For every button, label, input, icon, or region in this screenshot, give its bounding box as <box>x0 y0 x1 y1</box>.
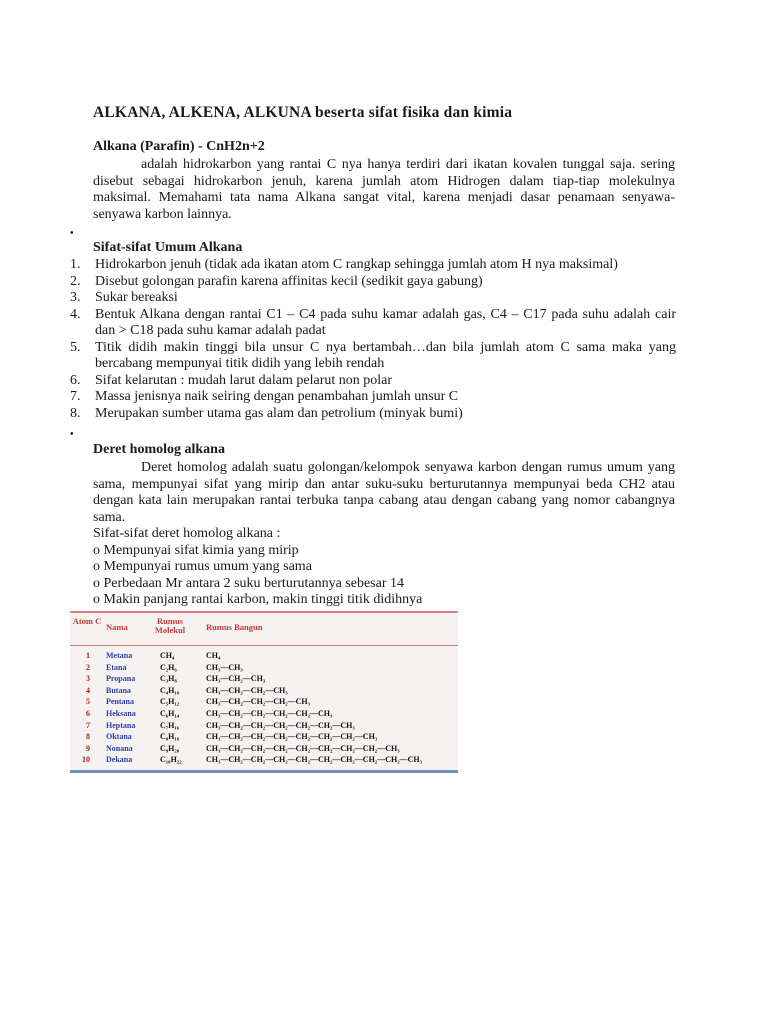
list-text: Bentuk Alkana dengan rantai C1 – C4 pada suhu kamar adalah gas, C4 – C17 pada suhu adalah cair dan > C18 pada suhu kamar adalah padat <box>95 306 676 338</box>
list-text: Hidrokarbon jenuh (tidak ada ikatan atom C rangkap sehingga jumlah atom H nya maksimal) <box>95 257 618 272</box>
table-row <box>70 755 458 766</box>
structural-formula: CH₃—CH₂—CH₂—CH₃ <box>206 685 288 695</box>
structural-formula: CH₃—CH₂—CH₂—CH₂—CH₃ <box>206 697 310 707</box>
table-row <box>70 663 458 674</box>
table-row <box>70 674 458 685</box>
sifat-list-item <box>70 389 676 406</box>
sifat-list-item <box>70 290 676 307</box>
sifat-list <box>70 257 676 422</box>
list-text: Sifat kelarutan : mudah larut dalam pelarut non polar <box>95 372 393 388</box>
deret-subheading: Sifat-sifat deret homolog alkana : <box>93 526 281 541</box>
atom-count: 5 <box>86 697 90 707</box>
list-text: Sukar bereaksi <box>95 290 178 305</box>
header-nama: Nama <box>106 622 128 632</box>
alkane-name: Nonana <box>106 743 133 753</box>
alkane-name: Heksana <box>106 709 136 718</box>
list-number: 4. <box>70 306 81 322</box>
molecular-formula: C₄H₁₀ <box>160 685 180 695</box>
deret-point: o Makin panjang rantai karbon, makin tinggi titik didihnya <box>93 592 423 607</box>
alkana-paragraph <box>93 157 675 223</box>
list-number: 6. <box>70 372 81 388</box>
molecular-formula: CH₄ <box>160 651 175 660</box>
deret-heading: Deret homolog alkana <box>93 442 225 457</box>
alkane-name: Etana <box>106 662 127 672</box>
header-rumus-bangun: Rumus Bangun <box>206 622 263 632</box>
atom-count: 8 <box>86 732 90 742</box>
atom-count: 2 <box>86 662 90 672</box>
deret-paragraph <box>93 460 675 526</box>
list-text: Titik didih makin tinggi bila unsur C nya bertambah…dan bila jumlah atom C sama maka yang bercabang mempunyai titik didih yang lebih rendah <box>95 339 676 371</box>
alkana-paragraph-text: adalah hidrokarbon yang rantai C nya hanya terdiri dari ikatan kovalen tunggal saja. sering disebut sebagai hidrokarbon jenuh, karena jumlah atom Hidrogen dalam tiap-tiap molekulnya maksimal. Memahami tata nama Alkana sangat vital, karena menjadi dasar penamaan senyawa-senyawa karbon lainnya. <box>93 157 675 222</box>
structural-formula: CH₃—CH₂—CH₂—CH₂—CH₂—CH₂—CH₂—CH₂—CH₂—CH₃ <box>206 755 422 765</box>
atom-count: 1 <box>86 651 90 660</box>
atom-count: 7 <box>86 720 90 730</box>
list-number: 7. <box>70 389 81 404</box>
molecular-formula: C₇H₁₆ <box>160 720 180 730</box>
structural-formula: CH₃—CH₂—CH₂—CH₂—CH₂—CH₂—CH₂—CH₂—CH₃ <box>206 743 400 753</box>
sifat-list-item <box>70 373 676 390</box>
table-row <box>70 651 458 662</box>
list-number: 5. <box>70 339 81 355</box>
sifat-list-item <box>70 307 676 340</box>
table-header <box>70 613 458 646</box>
alkane-homolog-table-image <box>70 611 458 773</box>
molecular-formula: C₈H₁₈ <box>160 732 180 742</box>
sifat-list-item <box>70 257 676 274</box>
alkane-name: Dekana <box>106 755 133 765</box>
list-number: 3. <box>70 290 81 305</box>
table-row <box>70 697 458 708</box>
sifat-heading: Sifat-sifat Umum Alkana <box>93 240 243 255</box>
alkane-name: Metana <box>106 651 133 660</box>
molecular-formula: C₁₀H₂₂ <box>160 755 182 765</box>
molecular-formula: C₂H₆ <box>160 662 177 672</box>
alkane-name: Heptana <box>106 720 136 730</box>
list-text: Disebut golongan parafin karena affinitas kecil (sedikit gaya gabung) <box>95 273 483 289</box>
alkane-name: Propana <box>106 674 136 684</box>
structural-formula: CH₃—CH₃ <box>206 662 243 672</box>
alkane-name: Butana <box>106 685 131 695</box>
header-atom: Atom C <box>72 616 102 626</box>
atom-count: 10 <box>82 755 90 765</box>
deret-point: o Mempunyai rumus umum yang sama <box>93 559 312 574</box>
deret-paragraph-text: Deret homolog adalah suatu golongan/kelompok senyawa karbon dengan rumus umum yang sama, mempunyai sifat yang mirip dan antar suku-suku berturutannya mempunyai beda CH2 atau dengan kata lain merupakan rantai terbuka tanpa cabang atau dengan cabang yang nomor cabangnya sama. <box>93 460 675 525</box>
table-row <box>70 686 458 697</box>
atom-count: 9 <box>86 743 90 753</box>
sifat-list-item <box>70 340 676 373</box>
structural-formula: CH₄ <box>206 651 221 660</box>
deret-point: o Perbedaan Mr antara 2 suku berturutannya sebesar 14 <box>93 576 405 591</box>
structural-formula: CH₃—CH₂—CH₂—CH₂—CH₂—CH₂—CH₂—CH₃ <box>206 732 378 742</box>
atom-count: 3 <box>86 674 90 684</box>
alkane-name: Oktana <box>106 732 132 742</box>
bullet-marker: • <box>70 429 74 440</box>
list-text: Merupakan sumber utama gas alam dan petrolium (minyak bumi) <box>95 405 463 421</box>
table-row <box>70 744 458 755</box>
structural-formula: CH₃—CH₂—CH₃ <box>206 674 266 684</box>
atom-count: 6 <box>86 709 90 718</box>
molecular-formula: C₉H₂₀ <box>160 743 180 753</box>
alkana-heading: Alkana (Parafin) - CnH2n+2 <box>93 139 265 154</box>
sifat-list-item <box>70 406 676 423</box>
list-number: 8. <box>70 405 81 421</box>
sifat-list-item <box>70 274 676 291</box>
bullet-marker: • <box>70 228 74 239</box>
list-text: Massa jenisnya naik seiring dengan penambahan jumlah unsur C <box>95 389 459 404</box>
alkane-name: Pentana <box>106 697 134 707</box>
document-title: ALKANA, ALKENA, ALKUNA beserta sifat fisika dan kimia <box>93 104 513 121</box>
molecular-formula: C₆H₁₄ <box>160 709 180 718</box>
deret-point: o Mempunyai sifat kimia yang mirip <box>93 543 299 558</box>
structural-formula: CH₃—CH₂—CH₂—CH₂—CH₂—CH₂—CH₃ <box>206 720 355 730</box>
table-row <box>70 709 458 720</box>
header-rumus-molekul: Rumus Molekul <box>154 616 186 635</box>
table-row <box>70 721 458 732</box>
structural-formula: CH₃—CH₂—CH₂—CH₂—CH₂—CH₃ <box>206 709 333 718</box>
molecular-formula: C₅H₁₂ <box>160 697 180 707</box>
table-row <box>70 732 458 743</box>
atom-count: 4 <box>86 685 90 695</box>
list-number: 1. <box>70 257 81 272</box>
molecular-formula: C₃H₈ <box>160 674 177 684</box>
list-number: 2. <box>70 273 81 289</box>
